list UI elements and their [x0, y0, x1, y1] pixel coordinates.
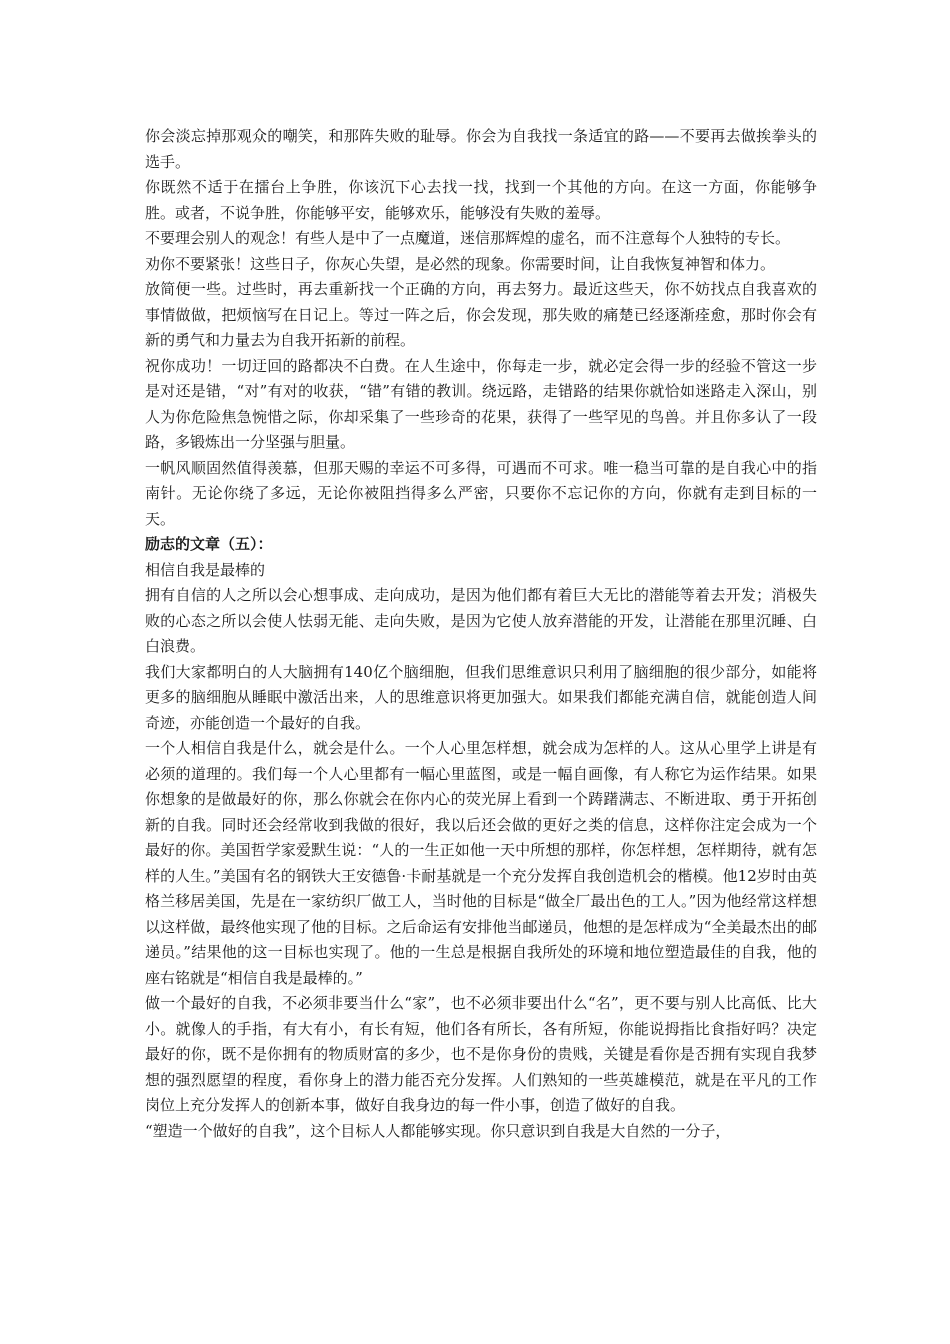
body-paragraph: 放简便一些。过些时，再去重新找一个正确的方向，再去努力。最近这些天，你不妨找点自我喜欢的事情做做，把烦恼写在日记上。等过一阵之后，你会发现，那失败的痛楚已经逐渐痊愈，那时你会有新的勇气和力量去为自我开拓新的前程。 — [145, 280, 817, 349]
body-paragraph: 做一个最好的自我，不必须非要当什么“家”，也不必须非要出什么“名”，更不要与别人比高低、比大小。就像人的手指，有大有小，有长有短，他们各有所长，各有所短，你能说拇指比食指好吗？决定最好的你，既不是你拥有的物质财富的多少，也不是你身份的贵贱，关键是看你是否拥有实现自我梦想的强烈愿望的程度，看你身上的潜力能否充分发挥。人们熟知的一些英雄模范，就是在平凡的工作岗位上充分发挥人的创新本事，做好自我身边的每一件小事，创造了做好的自我。 — [145, 994, 817, 1114]
body-paragraph: 不要理会别人的观念！有些人是中了一点魔道，迷信那辉煌的虚名，而不注意每个人独特的专长。 — [145, 229, 791, 247]
body-paragraph: 一帆风顺固然值得羡慕，但那天赐的幸运不可多得，可遇而不可求。唯一稳当可靠的是自我心中的指南针。无论你绕了多远，无论你被阻挡得多么严密，只要你不忘记你的方向，你就有走到目标的一天。 — [145, 458, 817, 528]
body-paragraph: 一个人相信自我是什么，就会是什么。一个人心里怎样想，就会成为怎样的人。这从心里学上讲是有必须的道理的。我们每一个人心里都有一幅心里蓝图，或是一幅自画像，有人称它为运作结果。如果你想象的是做最好的你，那么你就会在你内心的荧光屏上看到一个踌躇满志、不断进取、勇于开拓创新的自我。同时还会经常收到我做的很好，我以后还会做的更好之类的信息，这样你注定会成为一个最好的你。美国哲学家爱默生说：“人的一生正如他一天中所想的那样，你怎样想，怎样期待，就有怎样的人生。”美国有名的钢铁大王安德鲁·卡耐基就是一个充分发挥自我创造机会的楷模。他12岁时由英格兰移居美国，先是在一家纺织厂做工人，当时他的目标是“做全厂最出色的工人。”因为他经常这样想以这样做，最终他实现了他的目标。之后命运有安排他当邮递员，他想的是怎样成为“全美最杰出的邮递员。”结果他的这一目标也实现了。他的一生总是根据自我所处的环境和地位塑造最佳的自我，他的座右铭就是“相信自我是最棒的。” — [145, 739, 817, 987]
body-paragraph: 祝你成功！一切迂回的路都决不白费。在人生途中，你每走一步，就必定会得一步的经验不管这一步是对还是错，“对”有对的收获，“错”有错的教训。绕远路，走错路的结果你就恰如迷路走入深山，别人为你危险焦急惋惜之际，你却采集了一些珍奇的花果，获得了一些罕见的鸟兽。并且你多认了一段路，多锻炼出一分坚强与胆量。 — [145, 356, 817, 451]
body-paragraph: 拥有自信的人之所以会心想事成、走向成功，是因为他们都有着巨大无比的潜能等着去开发；消极失败的心态之所以会使人怯弱无能、走向失败，是因为它使人放弃潜能的开发，让潜能在那里沉睡、白白浪费。 — [145, 586, 817, 655]
section-heading: 励志的文章（五）： — [145, 535, 273, 553]
article-title: 相信自我是最棒的 — [145, 560, 266, 579]
body-paragraph: 你既然不适于在擂台上争胜，你该沉下心去找一找，找到一个其他的方向。在这一方面，你能够争胜。或者，不说争胜，你能够平安，能够欢乐，能够没有失败的羞辱。 — [145, 178, 817, 222]
body-paragraph: 你会淡忘掉那观众的嘲笑，和那阵失败的耻辱。你会为自我找一条适宜的路——不要再去做挨拳头的选手。 — [145, 127, 817, 171]
document-body — [145, 124, 817, 1144]
body-paragraph: 劝你不要紧张！这些日子，你灰心失望，是必然的现象。你需要时间，让自我恢复神智和体力。 — [145, 254, 776, 273]
body-paragraph: 我们大家都明白的人大脑拥有140亿个脑细胞，但我们思维意识只利用了脑细胞的很少部分，如能将更多的脑细胞从睡眠中激活出来，人的思维意识将更加强大。如果我们都能充满自信，就能创造人间奇迹，亦能创造一个最好的自我。 — [145, 662, 817, 732]
body-paragraph: “塑造一个做好的自我”，这个目标人人都能够实现。你只意识到自我是大自然的一分子， — [145, 1121, 731, 1140]
